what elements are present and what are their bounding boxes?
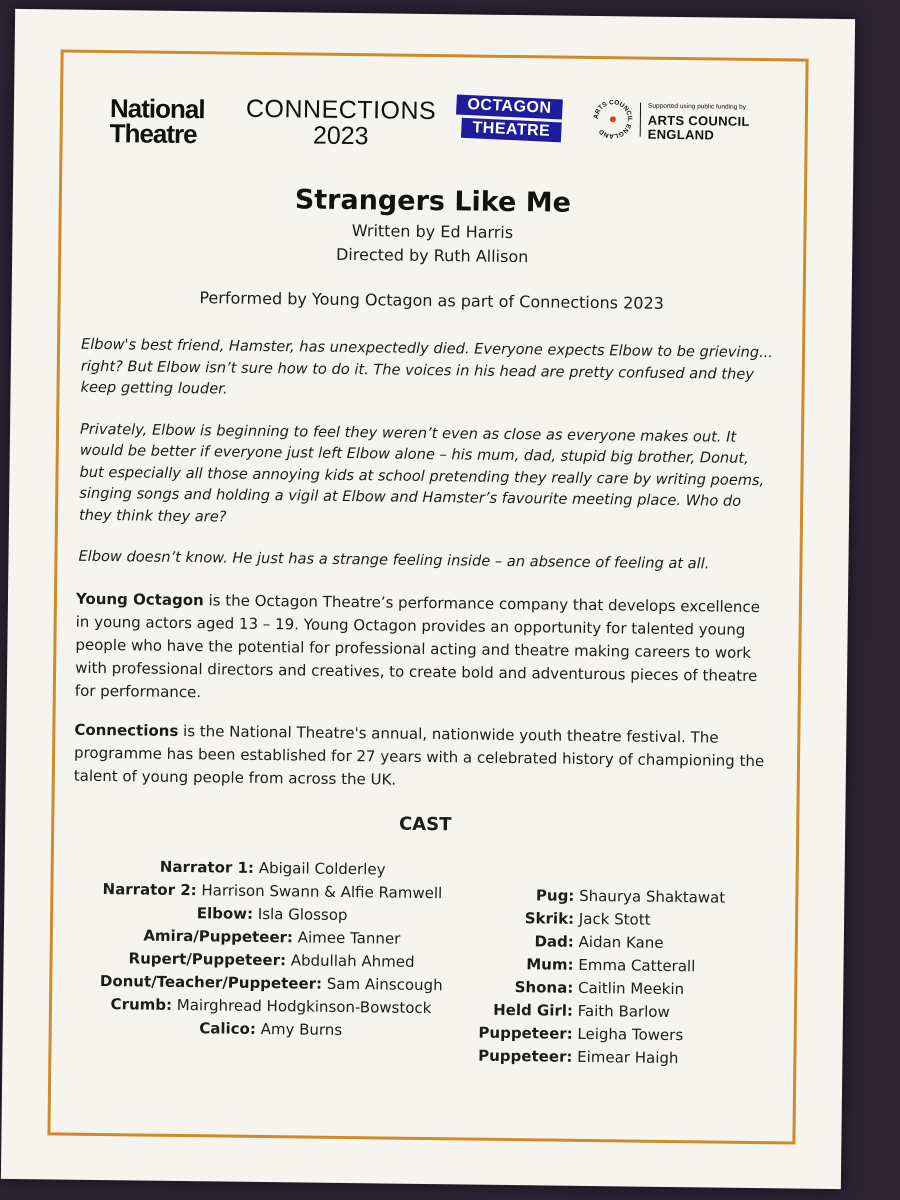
connections-logo <box>245 96 436 150</box>
about-section <box>46 587 808 796</box>
cast-role: Held Girl: <box>493 1000 574 1020</box>
cast-name: Harrison Swann & Alfie Ramwell <box>196 880 443 902</box>
cast-role: Skrik: <box>524 908 575 928</box>
synopsis <box>48 333 811 576</box>
cast-name: Aimee Tanner <box>292 927 401 948</box>
arts-council-seal-icon <box>592 98 635 141</box>
arts-council-line-1: ARTS COUNCIL <box>647 112 750 129</box>
cast-role: Pug: <box>535 885 575 905</box>
connections-text: is the National Theatre's annual, nationwide youth theatre festival. The programme has been established for 27 years with a celebrated history of championing the talent of young people from across the UK. <box>73 721 765 789</box>
young-octagon-paragraph <box>47 587 808 711</box>
cast-name: Abigail Colderley <box>253 858 386 879</box>
arts-council-logo <box>592 96 773 148</box>
cast-list <box>42 844 805 1083</box>
cast-row <box>446 906 706 932</box>
programme-content <box>42 179 813 1083</box>
cast-role: Narrator 2: <box>102 879 197 899</box>
logo-bar <box>109 82 770 160</box>
cast-name: Amy Burns <box>255 1019 343 1039</box>
arts-council-line-2: ENGLAND <box>647 126 715 143</box>
performed-by: Performed by Young Octagon as part of Connections 2023 <box>199 288 664 313</box>
cast-role: Calico: <box>199 1018 256 1038</box>
programme-sheet <box>1 9 855 1189</box>
cast-name: Jack Stott <box>573 909 651 929</box>
national-theatre-logo <box>109 93 205 150</box>
cast-name: Aidan Kane <box>573 932 664 952</box>
cast-name: Faith Barlow <box>572 1001 670 1021</box>
written-by: Written by Ed Harris <box>351 221 514 243</box>
directed-by: Directed by Ruth Allison <box>335 244 529 267</box>
cast-name: Isla Glossop <box>252 904 348 924</box>
cast-role: Mum: <box>526 954 574 974</box>
cast-role: Amira/Puppeteer: <box>143 926 294 946</box>
cast-name: Leigha Towers <box>572 1024 684 1044</box>
connections-paragraph <box>46 718 807 796</box>
cast-role: Puppeteer: <box>478 1023 573 1043</box>
cast-row <box>444 1044 704 1070</box>
logo-divider <box>640 103 641 137</box>
cast-name: Abdullah Ahmed <box>285 950 415 971</box>
cast-column-right <box>444 883 726 1070</box>
supported-by-text: Supported using public funding by <box>647 102 747 111</box>
cast-role: Dad: <box>534 931 574 951</box>
cast-name: Mairghread Hodgkinson-Bowstock <box>171 995 432 1017</box>
cast-row <box>445 998 705 1024</box>
cast-row <box>445 975 705 1001</box>
synopsis-paragraph: Elbow doesn’t know. He just has a strange feeling inside – an absence of feeling at all. <box>78 547 710 573</box>
cast-role: Donut/Teacher/Puppeteer: <box>99 971 323 993</box>
cast-role: Elbow: <box>196 903 254 923</box>
nt-line-1: National <box>109 93 205 125</box>
seal-text: ARTS COUNCIL ENGLAND <box>592 99 633 140</box>
cast-name: Shaurya Shaktawat <box>574 886 726 907</box>
cast-role: Rupert/Puppeteer: <box>128 948 287 969</box>
synopsis-paragraph: Elbow's best friend, Hamster, has unexpectedly died. Everyone expects Elbow to be grieving... right? But Elbow isn’t sure how to do it. The voices in his head are pretty confused and they keep getting louder. <box>80 335 774 398</box>
cast-name: Emma Catterall <box>573 955 696 975</box>
young-octagon-bold: Young Octagon <box>75 589 204 609</box>
octagon-word: OCTAGON <box>456 94 563 119</box>
octagon-theatre-logo <box>455 94 563 143</box>
cast-role: Crumb: <box>110 994 173 1014</box>
cast-name: Caitlin Meekin <box>573 978 685 998</box>
cast-name: Sam Ainscough <box>321 974 443 994</box>
cast-role: Shona: <box>514 977 574 997</box>
young-octagon-text: is the Octagon Theatre’s performance company that develops excellence in young actors aged 13 – 19. Young Octagon provides an opportunity for talented young people who have the potential for professional acting and theatre making careers to work with professional directors and creatives, to create bold and adventurous pieces of theatre for performance. <box>74 590 761 701</box>
play-title: Strangers Like Me <box>294 184 572 219</box>
cast-row <box>446 929 706 955</box>
cast-role: Narrator 1: <box>159 857 255 877</box>
cast-row <box>445 1021 705 1047</box>
connections-year: 2023 <box>312 121 369 151</box>
connections-bold: Connections <box>74 720 179 740</box>
synopsis-paragraph: Privately, Elbow is beginning to feel they weren’t even as close as everyone makes out. It would be better if everyone just left Elbow alone – his mum, dad, stupid big brother, Donut, but especially all those annoying kids at school pretending they really care by writing poems, singing songs and holding a vigil at Elbow and Hamster’s favourite meeting place. Who do they think they are? <box>78 420 765 526</box>
cast-name: Eimear Haigh <box>572 1047 679 1067</box>
cast-heading: CAST <box>398 813 452 835</box>
nt-line-2: Theatre <box>109 118 197 150</box>
theatre-word: THEATRE <box>461 118 562 143</box>
cast-role: Puppeteer: <box>478 1046 573 1066</box>
cast-row <box>445 952 705 978</box>
cast-column-left <box>61 854 483 1043</box>
connections-word: CONNECTIONS <box>245 94 437 126</box>
cast-row <box>446 883 726 909</box>
